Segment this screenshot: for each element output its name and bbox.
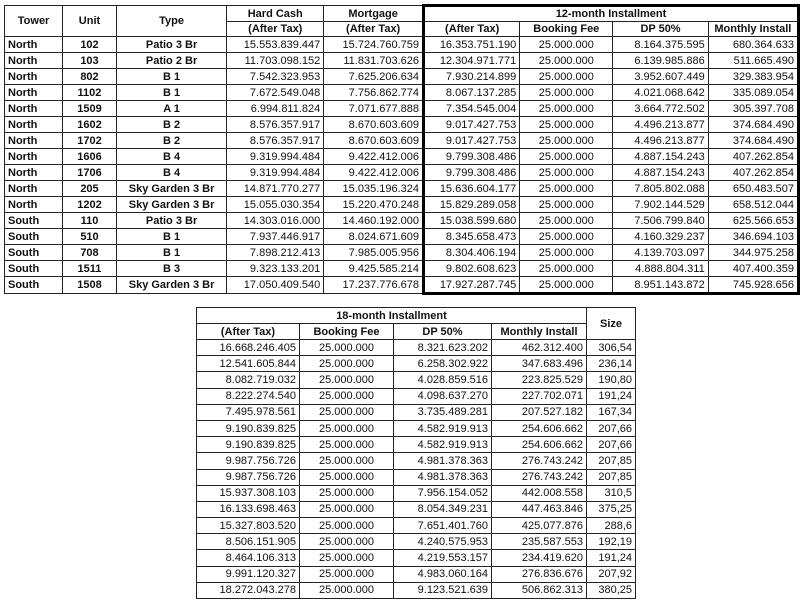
cell-type: B 2 [116, 133, 226, 149]
cell-18m-booking-fee: 25.000.000 [300, 469, 394, 485]
cell-18m-after-tax: 9.190.839.825 [197, 420, 300, 436]
cell-18m-after-tax: 9.987.756.726 [197, 453, 300, 469]
header-18m-booking-fee: Booking Fee [300, 324, 394, 340]
cell-unit: 102 [63, 37, 117, 53]
cell-12m-dp: 8.951.143.872 [613, 277, 708, 294]
header-mortgage-sub: (After Tax) [324, 22, 424, 37]
cell-hard-cash: 6.994.811.824 [227, 101, 324, 117]
cell-12m-after-tax: 15.038.599.680 [424, 213, 520, 229]
table-row [5, 213, 799, 229]
cell-size: 191,24 [587, 550, 636, 566]
cell-12m-booking-fee: 25.000.000 [520, 117, 613, 133]
cell-12m-booking-fee: 25.000.000 [520, 133, 613, 149]
table-row [197, 534, 636, 550]
cell-18m-after-tax: 9.987.756.726 [197, 469, 300, 485]
cell-18m-booking-fee: 25.000.000 [300, 534, 394, 550]
cell-tower: North [5, 85, 63, 101]
cell-18m-monthly: 447.463.846 [492, 501, 587, 517]
cell-12m-booking-fee: 25.000.000 [520, 69, 613, 85]
cell-hard-cash: 15.553.839.447 [227, 37, 324, 53]
cell-18m-dp: 7.651.401.760 [394, 518, 492, 534]
cell-tower: North [5, 53, 63, 69]
cell-tower: South [5, 213, 63, 229]
header-12m-booking-fee: Booking Fee [520, 22, 613, 37]
header-12m-after-tax: (After Tax) [424, 22, 520, 37]
cell-12m-dp: 7.805.802.088 [613, 181, 708, 197]
cell-18m-dp: 4.240.575.953 [394, 534, 492, 550]
cell-18m-monthly: 462.312.400 [492, 340, 587, 356]
cell-12m-monthly: 374.684.490 [708, 133, 798, 149]
table-row [197, 582, 636, 598]
cell-12m-monthly: 305.397.708 [708, 101, 798, 117]
cell-18m-dp: 4.582.919.913 [394, 420, 492, 436]
cell-12m-dp: 4.887.154.243 [613, 149, 708, 165]
cell-type: B 1 [116, 85, 226, 101]
cell-12m-booking-fee: 25.000.000 [520, 229, 613, 245]
cell-12m-dp: 6.139.985.886 [613, 53, 708, 69]
cell-18m-booking-fee: 25.000.000 [300, 420, 394, 436]
cell-12m-monthly: 407.262.854 [708, 149, 798, 165]
cell-hard-cash: 7.898.212.413 [227, 245, 324, 261]
cell-18m-after-tax: 12.541.605.844 [197, 356, 300, 372]
cell-size: 190,80 [587, 372, 636, 388]
cell-type: A 1 [116, 101, 226, 117]
cell-12m-monthly: 407.262.854 [708, 165, 798, 181]
table-row [5, 69, 799, 85]
cell-18m-booking-fee: 25.000.000 [300, 518, 394, 534]
cell-tower: North [5, 133, 63, 149]
cell-18m-dp: 8.321.623.202 [394, 340, 492, 356]
cell-tower: North [5, 37, 63, 53]
cell-12m-after-tax: 15.636.604.177 [424, 181, 520, 197]
cell-size: 207,92 [587, 566, 636, 582]
cell-18m-after-tax: 15.937.308.103 [197, 485, 300, 501]
cell-12m-dp: 4.888.804.311 [613, 261, 708, 277]
table-row [197, 356, 636, 372]
cell-unit: 1706 [63, 165, 117, 181]
cell-12m-after-tax: 8.067.137.285 [424, 85, 520, 101]
table-row [197, 566, 636, 582]
cell-unit: 1202 [63, 197, 117, 213]
cell-type: B 1 [116, 69, 226, 85]
header-18m-after-tax: (After Tax) [197, 324, 300, 340]
cell-18m-booking-fee: 25.000.000 [300, 485, 394, 501]
table-row [5, 85, 799, 101]
cell-mortgage: 9.425.585.214 [324, 261, 424, 277]
cell-type: Sky Garden 3 Br [116, 197, 226, 213]
cell-tower: North [5, 165, 63, 181]
cell-12m-after-tax: 9.799.308.486 [424, 165, 520, 181]
cell-type: B 1 [116, 229, 226, 245]
cell-12m-monthly: 625.566.653 [708, 213, 798, 229]
cell-mortgage: 15.220.470.248 [324, 197, 424, 213]
cell-type: B 1 [116, 245, 226, 261]
cell-unit: 103 [63, 53, 117, 69]
cell-tower: South [5, 261, 63, 277]
cell-12m-dp: 7.902.144.529 [613, 197, 708, 213]
cell-hard-cash: 17.050.409.540 [227, 277, 324, 294]
price-table-18-month [196, 307, 636, 599]
cell-18m-dp: 6.258.302.922 [394, 356, 492, 372]
cell-12m-monthly: 344.975.258 [708, 245, 798, 261]
table-row [5, 165, 799, 181]
cell-18m-after-tax: 16.668.246.405 [197, 340, 300, 356]
cell-12m-after-tax: 9.017.427.753 [424, 117, 520, 133]
cell-18m-monthly: 276.743.242 [492, 453, 587, 469]
cell-unit: 1508 [63, 277, 117, 294]
cell-12m-dp: 3.664.772.502 [613, 101, 708, 117]
header-mortgage: Mortgage [324, 6, 424, 22]
cell-18m-booking-fee: 25.000.000 [300, 582, 394, 598]
cell-mortgage: 15.035.196.324 [324, 181, 424, 197]
cell-18m-monthly: 234.419.620 [492, 550, 587, 566]
price-table-12-month [4, 4, 800, 295]
cell-hard-cash: 15.055.030.354 [227, 197, 324, 213]
cell-type: Patio 3 Br [116, 213, 226, 229]
cell-12m-after-tax: 9.017.427.753 [424, 133, 520, 149]
cell-12m-monthly: 329.383.954 [708, 69, 798, 85]
table-row [5, 181, 799, 197]
header-12-month-installment: 12-month Installment [424, 6, 799, 22]
cell-tower: South [5, 277, 63, 294]
price-table-12-month-body [5, 37, 799, 294]
cell-unit: 1509 [63, 101, 117, 117]
cell-18m-after-tax: 8.222.274.540 [197, 388, 300, 404]
cell-18m-monthly: 347.683.496 [492, 356, 587, 372]
cell-18m-booking-fee: 25.000.000 [300, 566, 394, 582]
table-row [197, 550, 636, 566]
table-row [197, 518, 636, 534]
cell-12m-after-tax: 8.304.406.194 [424, 245, 520, 261]
table-row [5, 229, 799, 245]
cell-18m-dp: 3.735.489.281 [394, 404, 492, 420]
cell-type: Sky Garden 3 Br [116, 181, 226, 197]
cell-12m-monthly: 407.400.359 [708, 261, 798, 277]
cell-12m-booking-fee: 25.000.000 [520, 149, 613, 165]
cell-hard-cash: 14.303.016.000 [227, 213, 324, 229]
cell-unit: 110 [63, 213, 117, 229]
cell-18m-monthly: 223.825.529 [492, 372, 587, 388]
cell-unit: 1511 [63, 261, 117, 277]
cell-18m-after-tax: 16.133.698.463 [197, 501, 300, 517]
cell-18m-monthly: 207.527.182 [492, 404, 587, 420]
cell-mortgage: 15.724.760.759 [324, 37, 424, 53]
cell-12m-monthly: 511.665.490 [708, 53, 798, 69]
cell-12m-booking-fee: 25.000.000 [520, 85, 613, 101]
cell-tower: South [5, 229, 63, 245]
cell-unit: 802 [63, 69, 117, 85]
table-row [197, 340, 636, 356]
cell-mortgage: 11.831.703.626 [324, 53, 424, 69]
cell-18m-after-tax: 8.506.151.905 [197, 534, 300, 550]
table-row [197, 437, 636, 453]
cell-mortgage: 17.237.776.678 [324, 277, 424, 294]
cell-12m-after-tax: 9.802.608.623 [424, 261, 520, 277]
cell-unit: 1606 [63, 149, 117, 165]
cell-12m-monthly: 658.512.044 [708, 197, 798, 213]
cell-12m-dp: 4.496.213.877 [613, 133, 708, 149]
cell-12m-after-tax: 12.304.971.771 [424, 53, 520, 69]
cell-unit: 1602 [63, 117, 117, 133]
table-row [197, 404, 636, 420]
cell-size: 207,85 [587, 469, 636, 485]
cell-18m-booking-fee: 25.000.000 [300, 372, 394, 388]
table-row [5, 117, 799, 133]
cell-18m-dp: 9.123.521.639 [394, 582, 492, 598]
cell-size: 207,85 [587, 453, 636, 469]
table-row [5, 197, 799, 213]
cell-type: B 4 [116, 165, 226, 181]
cell-12m-after-tax: 7.354.545.004 [424, 101, 520, 117]
cell-mortgage: 7.071.677.888 [324, 101, 424, 117]
cell-12m-dp: 4.139.703.097 [613, 245, 708, 261]
cell-18m-after-tax: 9.991.120.327 [197, 566, 300, 582]
table-row [197, 485, 636, 501]
cell-12m-after-tax: 15.829.289.058 [424, 197, 520, 213]
cell-size: 207,66 [587, 437, 636, 453]
cell-18m-booking-fee: 25.000.000 [300, 340, 394, 356]
cell-tower: North [5, 69, 63, 85]
cell-12m-dp: 3.952.607.449 [613, 69, 708, 85]
header-18m-monthly: Monthly Install [492, 324, 587, 340]
cell-18m-dp: 7.956.154.052 [394, 485, 492, 501]
cell-18m-monthly: 425.077.876 [492, 518, 587, 534]
cell-18m-monthly: 235.587.553 [492, 534, 587, 550]
cell-mortgage: 7.985.005.956 [324, 245, 424, 261]
cell-size: 192,19 [587, 534, 636, 550]
cell-18m-after-tax: 15.327.803.520 [197, 518, 300, 534]
cell-size: 375,25 [587, 501, 636, 517]
cell-mortgage: 9.422.412.006 [324, 165, 424, 181]
header-hard-cash-sub: (After Tax) [227, 22, 324, 37]
cell-size: 310,5 [587, 485, 636, 501]
cell-18m-booking-fee: 25.000.000 [300, 501, 394, 517]
cell-18m-dp: 8.054.349.231 [394, 501, 492, 517]
cell-tower: North [5, 101, 63, 117]
cell-unit: 708 [63, 245, 117, 261]
cell-18m-monthly: 442.008.558 [492, 485, 587, 501]
table-row [5, 277, 799, 294]
cell-hard-cash: 8.576.357.917 [227, 133, 324, 149]
cell-unit: 1702 [63, 133, 117, 149]
table-row [5, 37, 799, 53]
cell-mortgage: 14.460.192.000 [324, 213, 424, 229]
cell-18m-dp: 4.219.553.157 [394, 550, 492, 566]
header-type: Type [116, 6, 226, 37]
header-12m-monthly: Monthly Install [708, 22, 798, 37]
cell-12m-dp: 4.021.068.642 [613, 85, 708, 101]
table-row [197, 388, 636, 404]
cell-12m-monthly: 745.928.656 [708, 277, 798, 294]
cell-18m-booking-fee: 25.000.000 [300, 437, 394, 453]
table-row [5, 245, 799, 261]
cell-18m-booking-fee: 25.000.000 [300, 388, 394, 404]
cell-tower: North [5, 197, 63, 213]
cell-18m-monthly: 276.836.676 [492, 566, 587, 582]
header-unit: Unit [63, 6, 117, 37]
cell-hard-cash: 14.871.770.277 [227, 181, 324, 197]
cell-hard-cash: 7.542.323.953 [227, 69, 324, 85]
cell-18m-dp: 4.983.060.164 [394, 566, 492, 582]
cell-12m-monthly: 680.364.633 [708, 37, 798, 53]
cell-18m-after-tax: 7.495.978.561 [197, 404, 300, 420]
cell-unit: 1102 [63, 85, 117, 101]
price-table-18-month-body [197, 340, 636, 599]
cell-18m-dp: 4.981.378.363 [394, 469, 492, 485]
cell-12m-dp: 4.496.213.877 [613, 117, 708, 133]
cell-18m-monthly: 254.606.662 [492, 420, 587, 436]
table-row [197, 372, 636, 388]
header-12m-dp: DP 50% [613, 22, 708, 37]
table-row [5, 149, 799, 165]
cell-type: Sky Garden 3 Br [116, 277, 226, 294]
cell-mortgage: 8.670.603.609 [324, 133, 424, 149]
cell-12m-after-tax: 17.927.287.745 [424, 277, 520, 294]
cell-12m-booking-fee: 25.000.000 [520, 53, 613, 69]
header-tower: Tower [5, 6, 63, 37]
cell-mortgage: 8.670.603.609 [324, 117, 424, 133]
cell-hard-cash: 7.672.549.048 [227, 85, 324, 101]
table-row [197, 420, 636, 436]
cell-tower: North [5, 181, 63, 197]
cell-mortgage: 9.422.412.006 [324, 149, 424, 165]
cell-12m-dp: 4.160.329.237 [613, 229, 708, 245]
header-18-month-installment: 18-month Installment [197, 308, 587, 324]
header-hard-cash: Hard Cash [227, 6, 324, 22]
cell-18m-dp: 4.981.378.363 [394, 453, 492, 469]
table-row [5, 101, 799, 117]
cell-12m-booking-fee: 25.000.000 [520, 277, 613, 294]
cell-12m-booking-fee: 25.000.000 [520, 245, 613, 261]
cell-12m-monthly: 374.684.490 [708, 117, 798, 133]
cell-12m-dp: 4.887.154.243 [613, 165, 708, 181]
cell-18m-booking-fee: 25.000.000 [300, 453, 394, 469]
cell-12m-booking-fee: 25.000.000 [520, 213, 613, 229]
cell-mortgage: 7.625.206.634 [324, 69, 424, 85]
cell-type: Patio 2 Br [116, 53, 226, 69]
cell-mortgage: 7.756.862.774 [324, 85, 424, 101]
header-18m-dp: DP 50% [394, 324, 492, 340]
cell-18m-after-tax: 8.464.106.313 [197, 550, 300, 566]
cell-18m-booking-fee: 25.000.000 [300, 550, 394, 566]
cell-hard-cash: 9.319.994.484 [227, 149, 324, 165]
cell-hard-cash: 8.576.357.917 [227, 117, 324, 133]
cell-size: 191,24 [587, 388, 636, 404]
cell-12m-after-tax: 16.353.751.190 [424, 37, 520, 53]
cell-unit: 205 [63, 181, 117, 197]
cell-18m-dp: 4.028.859.516 [394, 372, 492, 388]
cell-size: 306,54 [587, 340, 636, 356]
cell-hard-cash: 7.937.446.917 [227, 229, 324, 245]
cell-18m-monthly: 506.862.313 [492, 582, 587, 598]
cell-12m-after-tax: 9.799.308.486 [424, 149, 520, 165]
cell-18m-dp: 4.582.919.913 [394, 437, 492, 453]
cell-type: B 2 [116, 117, 226, 133]
cell-size: 288,6 [587, 518, 636, 534]
table-row [5, 261, 799, 277]
cell-12m-booking-fee: 25.000.000 [520, 37, 613, 53]
cell-size: 236,14 [587, 356, 636, 372]
cell-12m-dp: 8.164.375.595 [613, 37, 708, 53]
table-row [5, 53, 799, 69]
cell-12m-booking-fee: 25.000.000 [520, 101, 613, 117]
header-size: Size [587, 308, 636, 340]
cell-18m-booking-fee: 25.000.000 [300, 404, 394, 420]
cell-12m-monthly: 650.483.507 [708, 181, 798, 197]
cell-size: 207,66 [587, 420, 636, 436]
cell-12m-after-tax: 8.345.658.473 [424, 229, 520, 245]
table-row [5, 133, 799, 149]
cell-18m-after-tax: 18.272.043.278 [197, 582, 300, 598]
cell-type: Patio 3 Br [116, 37, 226, 53]
cell-hard-cash: 11.703.098.152 [227, 53, 324, 69]
cell-size: 380,25 [587, 582, 636, 598]
cell-12m-booking-fee: 25.000.000 [520, 197, 613, 213]
table-row [197, 469, 636, 485]
cell-18m-dp: 4.098.637.270 [394, 388, 492, 404]
cell-12m-booking-fee: 25.000.000 [520, 261, 613, 277]
cell-unit: 510 [63, 229, 117, 245]
cell-12m-after-tax: 7.930.214.899 [424, 69, 520, 85]
cell-18m-after-tax: 8.082.719.032 [197, 372, 300, 388]
cell-18m-monthly: 227.702.071 [492, 388, 587, 404]
cell-18m-monthly: 254.606.662 [492, 437, 587, 453]
cell-tower: North [5, 117, 63, 133]
table-row [197, 453, 636, 469]
cell-12m-booking-fee: 25.000.000 [520, 165, 613, 181]
cell-18m-booking-fee: 25.000.000 [300, 356, 394, 372]
cell-size: 167,34 [587, 404, 636, 420]
cell-type: B 3 [116, 261, 226, 277]
cell-18m-after-tax: 9.190.839.825 [197, 437, 300, 453]
cell-type: B 4 [116, 149, 226, 165]
cell-mortgage: 8.024.671.609 [324, 229, 424, 245]
cell-hard-cash: 9.323.133.201 [227, 261, 324, 277]
cell-tower: North [5, 149, 63, 165]
table-row [197, 501, 636, 517]
cell-12m-monthly: 346.694.103 [708, 229, 798, 245]
cell-12m-dp: 7.506.799.840 [613, 213, 708, 229]
cell-12m-monthly: 335.089.054 [708, 85, 798, 101]
cell-hard-cash: 9.319.994.484 [227, 165, 324, 181]
cell-18m-monthly: 276.743.242 [492, 469, 587, 485]
cell-tower: South [5, 245, 63, 261]
cell-12m-booking-fee: 25.000.000 [520, 181, 613, 197]
